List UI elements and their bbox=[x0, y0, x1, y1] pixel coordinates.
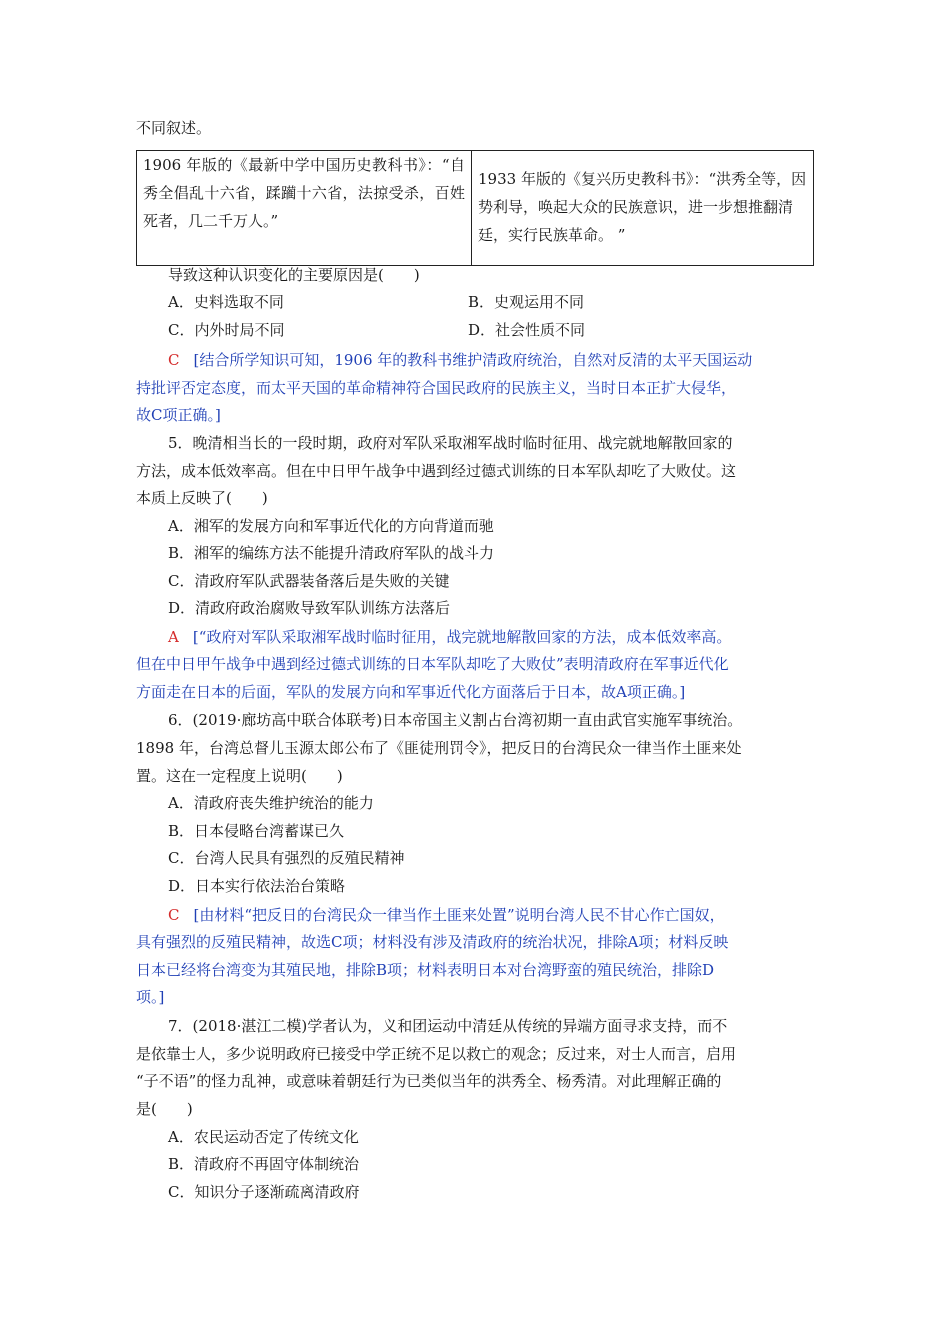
q6-explanation-line-1 bbox=[168, 905, 725, 925]
q6-stem-line-2: 1898 年，台湾总督儿玉源太郎公布了《匪徒刑罚令》，把反日的台湾民众一律当作土匪来处 bbox=[136, 739, 742, 757]
q5-option-d: D．清政府政治腐败导致军队训练方法落后 bbox=[168, 599, 451, 617]
q5-stem-line-2: 方法，成本低效率高。但在中日甲午战争中遇到经过德式训练的日本军队却吃了大败仗。这 bbox=[136, 462, 737, 480]
q7-stem-line-1: 7．(2018·湛江二模)学者认为，义和团运动中清廷从传统的异端方面寻求支持，而不 bbox=[168, 1017, 728, 1035]
q6-option-b: B．日本侵略台湾蓄谋已久 bbox=[168, 822, 345, 840]
q4-answer-letter: C bbox=[168, 351, 180, 369]
q5-explanation-line-3: 方面走在日本的后面，军队的发展方向和军事近代化方面落后于日本，故A项正确。] bbox=[136, 683, 686, 701]
q6-stem-line-3: 置。这在一定程度上说明( ) bbox=[136, 767, 343, 785]
q4-stem: 导致这种认识变化的主要原因是( ) bbox=[168, 266, 420, 284]
q7-option-a: A．农民运动否定了传统文化 bbox=[168, 1128, 359, 1146]
q6-explanation-text-1: [由材料“把反日的台湾民众一律当作土匪来处置”说明台湾人民不甘心作亡国奴， bbox=[193, 906, 725, 924]
intro-tail-text: 不同叙述。 bbox=[136, 119, 212, 137]
q7-option-c: C．知识分子逐渐疏离清政府 bbox=[168, 1183, 360, 1201]
q5-answer-letter: A bbox=[168, 628, 179, 646]
q4-explanation-text-1: [结合所学知识可知，1906 年的教科书维护清政府统治，自然对反清的太平天国运动 bbox=[193, 351, 753, 369]
q6-answer-letter: C bbox=[168, 906, 180, 924]
q5-option-c: C．清政府军队武器装备落后是失败的关键 bbox=[168, 572, 450, 590]
q5-option-a: A．湘军的发展方向和军事近代化的方向背道而驰 bbox=[168, 517, 494, 535]
q7-stem-line-2: 是依靠士人，多少说明政府已接受中学正统不足以救亡的观念；反过来，对士人而言，启用 bbox=[136, 1045, 737, 1063]
table-cell-1906: 1906 年版的《最新中学中国历史教科书》：“自秀全倡乱十六省，蹂躏十六省，法掠受杀，百姓死者，几二千万人。” bbox=[137, 151, 472, 266]
q4-explanation-line-2: 持批评否定态度，而太平天国的革命精神符合国民政府的民族主义，当时日本正扩大侵华， bbox=[136, 379, 737, 397]
q5-option-b: B．湘军的编练方法不能提升清政府军队的战斗力 bbox=[168, 544, 495, 562]
q6-explanation-line-4: 项。] bbox=[136, 988, 165, 1006]
q5-stem-line-1: 5．晚清相当长的一段时期，政府对军队采取湘军战时临时征用、战完就地解散回家的 bbox=[168, 434, 733, 452]
q6-option-a: A．清政府丧失维护统治的能力 bbox=[168, 794, 374, 812]
q4-option-a: A．史料选取不同 bbox=[168, 293, 284, 311]
q6-option-d: D．日本实行依法治台策略 bbox=[168, 877, 346, 895]
q6-explanation-line-3: 日本已经将台湾变为其殖民地，排除B项；材料表明日本对台湾野蛮的殖民统治，排除D bbox=[136, 961, 715, 979]
q7-stem-line-4: 是( ) bbox=[136, 1100, 193, 1118]
comparison-table bbox=[136, 150, 814, 266]
q4-explanation-line-3: 故C项正确。] bbox=[136, 406, 221, 424]
q5-stem-line-3: 本质上反映了( ) bbox=[136, 489, 268, 507]
q5-explanation-text-1: [“政府对军队采取湘军战时临时征用，战完就地解散回家的方法，成本低效率高。 bbox=[192, 628, 732, 646]
q6-explanation-line-2: 具有强烈的反殖民精神，故选C项；材料没有涉及清政府的统治状况，排除A项；材料反映 bbox=[136, 933, 729, 951]
q4-option-b: B．史观运用不同 bbox=[468, 293, 585, 311]
table-cell-1933: 1933 年版的《复兴历史教科书》：“洪秀全等，因势利导，唤起大众的民族意识，进一步想推翻清廷，实行民族革命。 ” bbox=[472, 151, 814, 266]
q7-stem-line-3: “子不语”的怪力乱神，或意味着朝廷行为已类似当年的洪秀全、杨秀清。对此理解正确的 bbox=[136, 1072, 722, 1090]
q5-explanation-line-1 bbox=[168, 627, 731, 647]
q7-option-b: B．清政府不再固守体制统治 bbox=[168, 1155, 360, 1173]
q4-option-d: D．社会性质不同 bbox=[468, 321, 586, 339]
q4-option-c: C．内外时局不同 bbox=[168, 321, 285, 339]
q4-explanation-line-1 bbox=[168, 350, 752, 370]
q6-stem-line-1: 6．(2019·廊坊高中联合体联考)日本帝国主义割占台湾初期一直由武官实施军事统治。 bbox=[168, 711, 743, 729]
q5-explanation-line-2: 但在中日甲午战争中遇到经过德式训练的日本军队却吃了大败仗”表明清政府在军事近代化 bbox=[136, 655, 729, 673]
q6-option-c: C．台湾人民具有强烈的反殖民精神 bbox=[168, 849, 405, 867]
